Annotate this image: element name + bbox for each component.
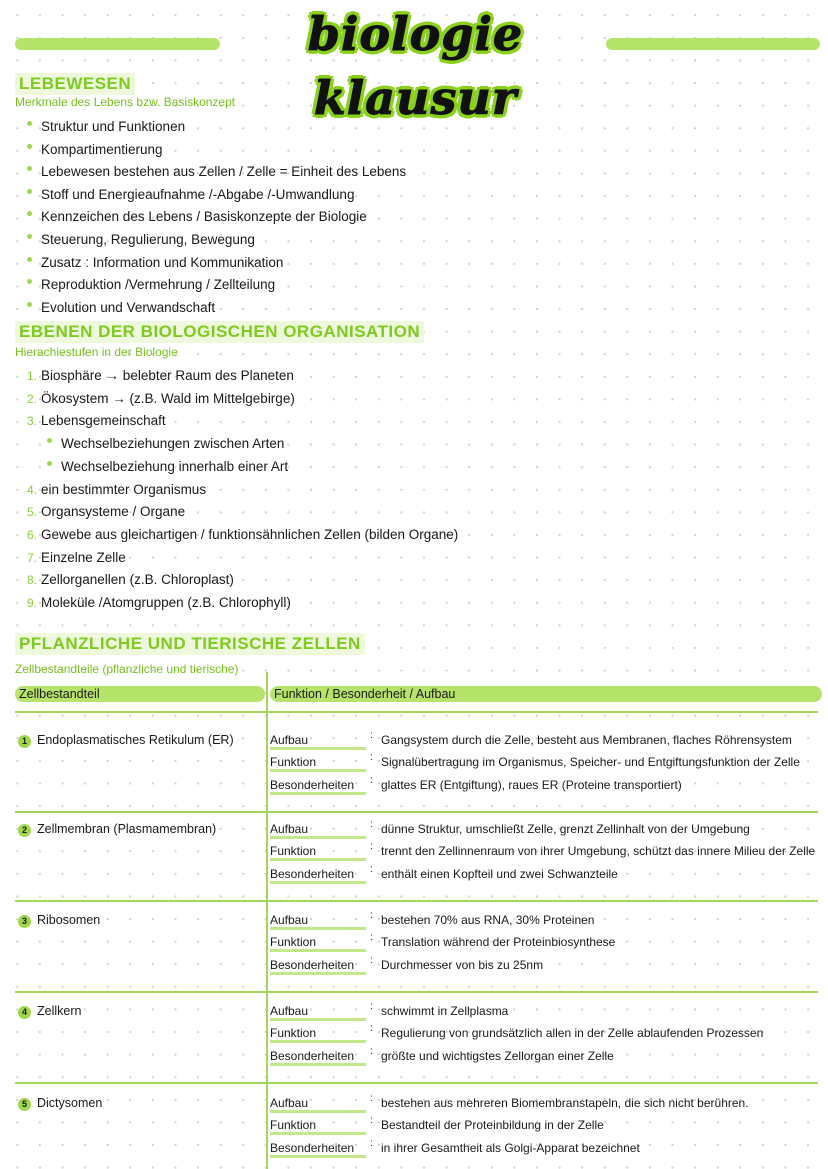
detail-colon: : [370,1001,373,1012]
section-subtitle-zellen: Zellbestandteile (pflanzliche und tierische) [15,662,239,676]
detail-value: glattes ER (Entgiftung), raues ER (Proteine transportiert) [381,777,682,792]
list-item-text: Evolution und Verwandschaft [41,299,216,315]
list-item-text: Stoff und Energieaufnahme /-Abgabe /-Umwandlung [41,186,355,202]
list-item [27,412,166,430]
detail-colon: : [370,1023,373,1035]
cell-name-text: Dictysomen [37,1096,103,1110]
list-item-number: 2. [27,391,38,406]
detail-value: in ihrer Gesamtheit als Golgi-Apparat bezeichnet [381,1140,640,1155]
cell-name-text: Zellmembran (Plasmamembran) [37,822,217,836]
bullet-icon [27,279,32,284]
bullet-icon [27,257,32,262]
list-item-text: Organsysteme / Organe [41,504,186,520]
detail-label: Aufbau [270,913,366,930]
detail-colon: : [370,841,373,853]
detail-value: bestehen aus mehreren Biomembranstapeln, die sich nicht berühren. [381,1096,749,1110]
table-row-name [18,1004,81,1019]
detail-label: Funktion [270,844,366,861]
row-divider [15,900,818,902]
section-heading-lebewesen: LEBEWESEN [15,73,135,95]
detail-label: Besonderheiten [270,958,366,975]
bullet-icon [47,461,52,466]
detail-colon: : [370,1115,373,1127]
list-item [27,367,294,385]
list-item-number: 4. [27,482,38,497]
section-subtitle-ebenen: Hierachiestufen in der Biologie [15,345,178,359]
table-header-divider [15,711,818,713]
detail-label: Besonderheiten [270,1141,366,1158]
list-item [27,549,126,567]
list-item [27,390,295,408]
detail-colon: : [370,774,373,786]
list-item-text: Einzelne Zelle [41,549,126,565]
row-number-badge: 1 [18,735,31,748]
list-item-text: ein bestimmter Organismus [41,481,207,497]
list-item-text: Zusatz : Information und Kommunikation [41,254,284,270]
list-item [27,186,354,204]
cell-name-text: Zellkern [37,1004,82,1018]
detail-value: Signalübertragung im Organismus, Speicher- und Entgiftungsfunktion der Zelle [381,755,800,770]
list-item-number: 1. [27,369,38,383]
detail-colon: : [370,910,373,921]
detail-colon: : [370,819,373,830]
bullet-icon [27,234,32,239]
list-item [27,594,291,612]
list-item-number: 3. [27,414,38,429]
detail-value: trennt den Zellinnenraum von ihrer Umgebung, schützt das innere Milieu der Zelle [381,844,816,859]
cell-name-text: Endoplasmatisches Retikulum (ER) [37,733,234,747]
detail-label: Funktion [270,935,366,952]
list-item [27,571,234,589]
detail-label: Besonderheiten [270,778,366,795]
detail-label: Aufbau [270,822,366,839]
section-heading-ebenen: EBENEN DER BIOLOGISCHEN ORGANISATION [15,321,424,343]
list-item [27,254,283,272]
list-item-text: Moleküle /Atomgruppen (z.B. Chlorophyll) [41,595,291,610]
bullet-icon [27,144,32,149]
list-item [27,503,185,521]
table-column-divider [266,672,268,1169]
row-number-badge: 2 [18,824,31,837]
table-row-name [18,1096,102,1111]
list-item-text: Reproduktion /Vermehrung / Zellteilung [41,277,276,293]
detail-value: schwimmt in Zellplasma [381,1004,509,1018]
list-item-text: Struktur und Funktionen [41,119,186,134]
detail-label: Besonderheiten [270,867,366,884]
bullet-icon [27,121,32,126]
detail-colon: : [370,954,373,966]
detail-colon: : [370,1093,373,1104]
list-item-text: Wechselbeziehung innerhalb einer Art [61,458,289,474]
detail-value: enthält einen Kopfteil und zwei Schwanzteile [381,866,618,881]
list-item [27,163,406,181]
cell-name-text: Ribosomen [37,913,101,927]
table-header-zellbestandteil: Zellbestandteil [15,686,265,702]
list-item [27,208,367,226]
list-item [47,458,288,476]
list-item-number: 6. [27,527,38,542]
table-header-funktion: Funktion / Besonderheit / Aufbau [270,686,822,702]
row-number-badge: 3 [18,915,31,928]
table-row-name [18,733,234,748]
list-item-text: Ökosystem → (z.B. Wald im Mittelgebirge) [41,390,295,406]
list-item-text: Kompartimentierung [41,141,163,157]
detail-colon: : [370,932,373,944]
detail-label: Aufbau [270,1004,366,1021]
row-divider [15,991,818,993]
bullet-icon [27,211,32,216]
row-number-badge: 5 [18,1098,31,1111]
detail-colon: : [370,730,373,741]
list-item [27,141,163,159]
list-item-text: Gewebe aus gleichartigen / funktionsähnlichen Zellen (bilden Organe) [41,526,459,542]
title-bar-left [15,38,220,50]
detail-label: Aufbau [270,733,366,750]
detail-label: Aufbau [270,1096,366,1113]
section-heading-zellen: PFLANZLICHE UND TIERISCHE ZELLEN [15,633,365,655]
detail-label: Funktion [270,755,366,772]
list-item [47,435,284,453]
list-item-text: Kennzeichen des Lebens / Basiskonzepte der Biologie [41,209,367,225]
detail-value: Bestandteil der Proteinbildung in der Zelle [381,1118,604,1133]
list-item-text: Zellorganellen (z.B. Chloroplast) [41,572,234,588]
detail-value: größte und wichtigstes Zellorgan einer Zelle [381,1048,614,1063]
list-item-number: 7. [27,550,38,565]
list-item [27,526,458,544]
detail-value: Gangsystem durch die Zelle, besteht aus Membranen, flaches Röhrensystem [381,733,792,747]
list-item-text: Steuerung, Regulierung, Bewegung [41,232,255,247]
list-item-number: 9. [27,596,38,610]
bullet-icon [27,166,32,171]
detail-colon: : [370,1045,373,1057]
detail-label: Besonderheiten [270,1049,366,1066]
list-item [27,299,215,317]
list-item [27,231,255,249]
bullet-icon [27,189,32,194]
detail-colon: : [370,863,373,875]
list-item [27,118,185,136]
row-number-badge: 4 [18,1006,31,1019]
list-item [27,276,275,294]
list-item-text: Wechselbeziehungen zwischen Arten [61,436,285,452]
table-row-name [18,913,100,928]
detail-label: Funktion [270,1118,366,1135]
list-item-text: Lebensgemeinschaft [41,413,166,429]
list-item-text: Biosphäre → belebter Raum des Planeten [41,368,294,383]
list-item [27,481,206,499]
title-bar-right [606,38,820,50]
list-item-number: 8. [27,573,38,588]
bullet-icon [47,438,52,443]
row-divider [15,811,818,813]
list-item-number: 5. [27,505,38,520]
detail-value: Durchmesser von bis zu 25nm [381,957,544,972]
detail-value: dünne Struktur, umschließt Zelle, grenzt Zellinhalt von der Umgebung [381,822,750,836]
table-row-name [18,822,216,837]
detail-colon: : [370,752,373,764]
detail-value: bestehen 70% aus RNA, 30% Proteinen [381,913,595,927]
detail-value: Translation während der Proteinbiosynthese [381,935,616,950]
section-subtitle-lebewesen: Merkmale des Lebens bzw. Basiskonzept [15,95,236,109]
detail-colon: : [370,1137,373,1149]
detail-label: Funktion [270,1026,366,1043]
bullet-icon [27,302,32,307]
row-divider [15,1082,818,1084]
detail-value: Regulierung von grundsätzlich allen in der Zelle ablaufenden Prozessen [381,1026,764,1041]
page-title: biologie klausur [307,7,524,125]
list-item-text: Lebewesen bestehen aus Zellen / Zelle = Einheit des Lebens [41,164,407,180]
